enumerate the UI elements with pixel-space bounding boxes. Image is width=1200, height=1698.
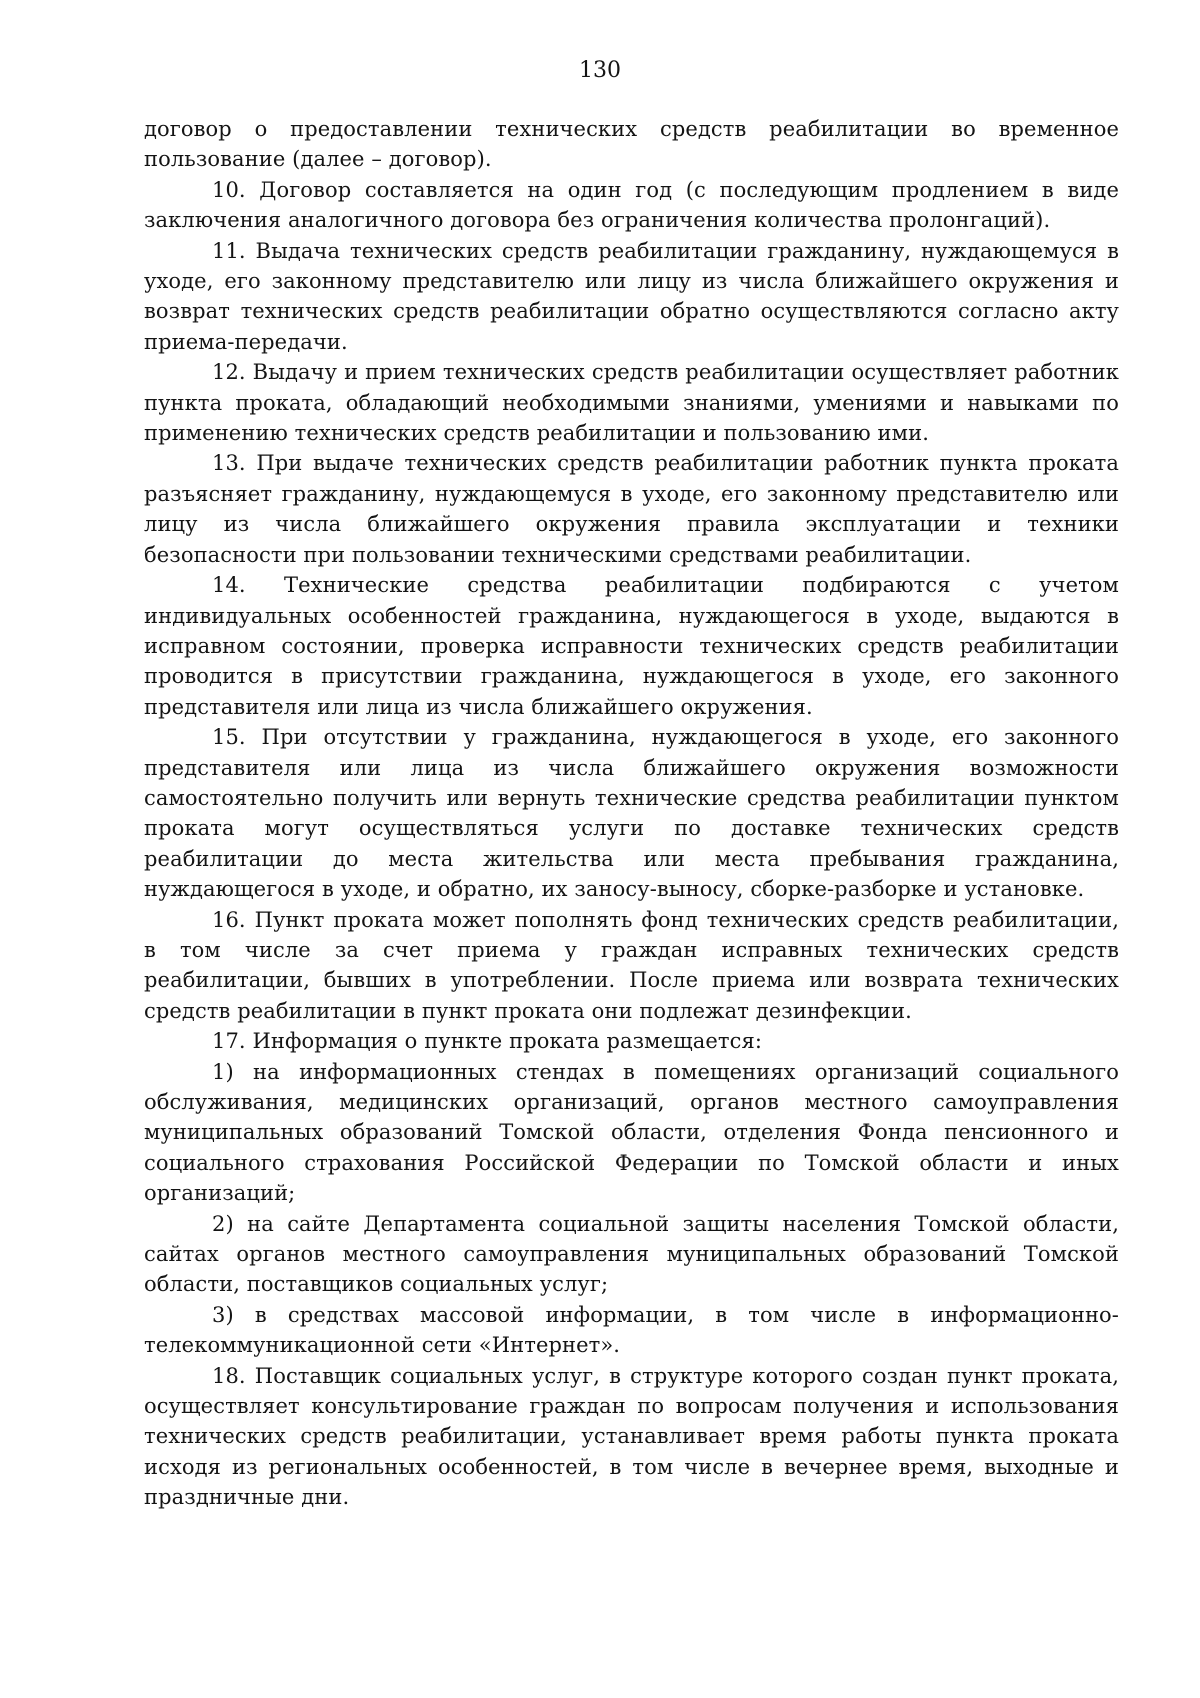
paragraph-10: 10. Договор составляется на один год (с последующим продлением в виде заключения аналогичного договора без ограничения количества пролонгаций). — [144, 177, 1119, 233]
paragraph-continuation: договор о предоставлении технических средств реабилитации во временное пользование (далее – договор). — [144, 117, 1119, 172]
list-item-2: 2) на сайте Департамента социальной защиты населения Томской области, сайтах органов местного самоуправления муниципальных образований Томской области, поставщиков социальных услуг; — [144, 1211, 1119, 1297]
paragraph-11: 11. Выдача технических средств реабилитации гражданину, нуждающемуся в уходе, его законному представителю или лицу из числа ближайшего окружения и возврат технических средств реабилитации обратно осуществляются согласно акту приема-передачи. — [144, 238, 1119, 354]
list-item-3: 3) в средствах массовой информации, в том числе в информационно-телекоммуникационной сети «Интернет». — [144, 1302, 1119, 1358]
paragraph-14: 14. Технические средства реабилитации подбираются с учетом индивидуальных особенностей гражданина, нуждающегося в уходе, выдаются в исправном состоянии, проверка исправности технических средств реабилитации проводится в присутствии гражданина, нуждающегося в уходе, его законного представителя или лица из числа ближайшего окружения. — [144, 573, 1119, 719]
paragraph-16: 16. Пункт проката может пополнять фонд технических средств реабилитации, в том числе за счет приема у граждан исправных технических средств реабилитации, бывших в употреблении. После приема или возврата технических средств реабилитации в пункт проката они подлежат дезинфекции. — [144, 907, 1119, 1023]
paragraph-17: 17. Информация о пункте проката размещается: — [212, 1029, 762, 1054]
page-number: 130 — [579, 58, 621, 83]
list-item-1: 1) на информационных стендах в помещениях организаций социального обслуживания, медицинских организаций, органов местного самоуправления муниципальных образований Томской области, отделения Фонда пенсионного и социального страхования Российской Федерации по Томской области и иных организаций; — [144, 1059, 1119, 1206]
document-body — [144, 114, 1119, 1513]
paragraph-12: 12. Выдачу и прием технических средств реабилитации осуществляет работник пункта проката, обладающий необходимыми знаниями, умениями и навыками по применению технических средств реабилитации и пользованию ими. — [144, 360, 1119, 446]
paragraph-15: 15. При отсутствии у гражданина, нуждающегося в уходе, его законного представителя или лица из числа ближайшего окружения возможности самостоятельно получить или вернуть технические средства реабилитации пунктом проката могут осуществляться услуги по доставке технических средств реабилитации до места жительства или места пребывания гражданина, нуждающегося в уходе, и обратно, их заносу-выносу, сборке-разборке и установке. — [144, 725, 1119, 902]
paragraph-18: 18. Поставщик социальных услуг, в структуре которого создан пункт проката, осуществляет консультирование граждан по вопросам получения и использования технических средств реабилитации, устанавливает время работы пункта проката исходя из региональных особенностей, в том числе в вечернее время, выходные и праздничные дни. — [144, 1363, 1119, 1510]
paragraph-13: 13. При выдаче технических средств реабилитации работник пункта проката разъясняет гражданину, нуждающемуся в уходе, его законному представителю или лицу из числа ближайшего окружения правила эксплуатации и техники безопасности при пользовании техническими средствами реабилитации. — [144, 451, 1119, 567]
